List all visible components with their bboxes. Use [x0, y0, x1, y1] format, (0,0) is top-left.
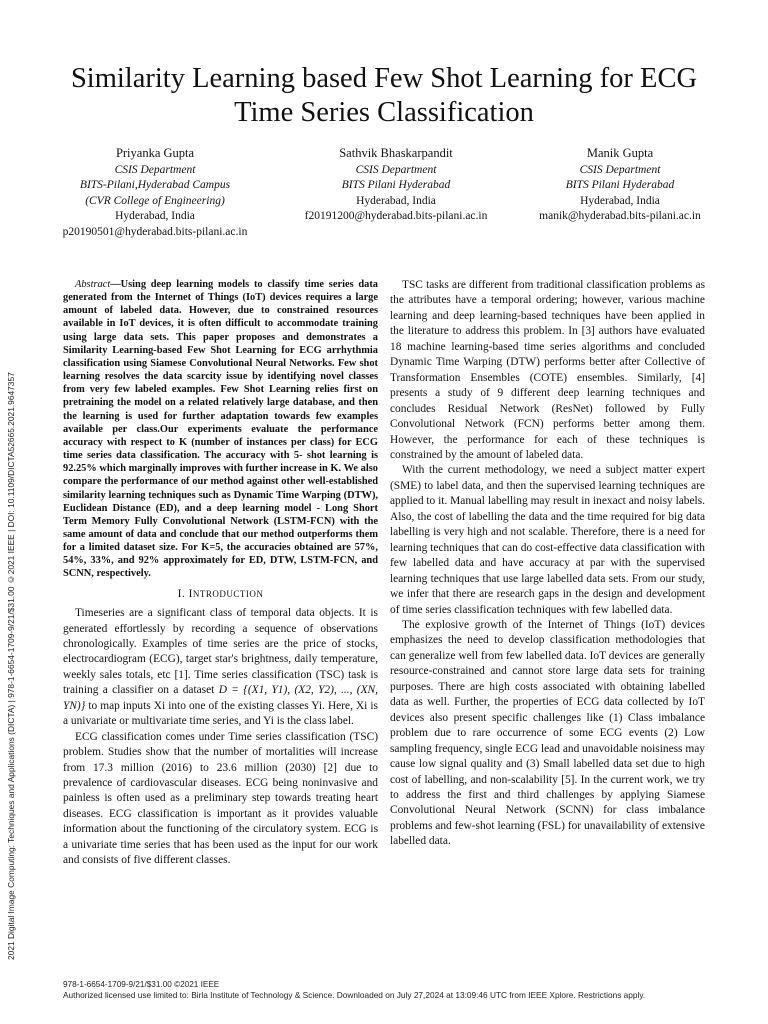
author-dept: CSIS Department — [114, 163, 196, 176]
abstract-text: —Using deep learning models to classify time series data generated from the Internet of Things (IoT) devices requires a large amount of labeled data. However, due to constrained resources available in IoT devices, it is often difficult to accommodate training using large data sets. This paper proposes and demonstrates a Similarity Learning-based Few Shot Learning for ECG arrhythmia classification using Siamese Convolutional Neural Networks. Few shot learning resolves the data scarcity issue by identifying novel classes from very few labeled examples. Few Shot Learning relies first on pretraining the model on a related relatively large database, and then the learning is used for further adaptation towards few examples available per class.Our experiments evaluate the performance accuracy with respect to K (number of instances per class) for ECG time series data classification. The accuracy with 5- shot learning is 92.25% which marginally improves with further increase in K. We also compare the performance of our method against other well-established similarity learning techniques such as Dynamic Time Warping (DTW), Euclidean Distance (ED), and a deep learning model - Long Short Term Memory Fully Convolutional Network (LSTM-FCN) with the same amount of data and conclude that our method outperforms them for a limited dataset size. For K=5, the accuracies obtained are 57%, 54%, 33%, and 92% approximately for ED, DTW, LSTM-FCN, and SCNN, respectively. — [63, 279, 378, 580]
paper-title: Similarity Learning based Few Shot Learning for ECG Time Series Classification — [70, 63, 698, 128]
author-affiliation: BITS Pilani Hyderabad — [341, 179, 451, 191]
author-name: Sathvik Bhaskarpandit — [339, 146, 453, 160]
author-city: Hyderabad, India — [115, 210, 195, 222]
intro-p1-text-a: Timeseries are a significant class of temporal data objects. It is generated effortlessly by recording a sequence of observations chronologically. Examples of time series are the price of stocks, electrocardiogram (ECG), target star's brightness, daily temperature, weekly sales totals, etc [1]. Time series classification (TSC) task is training a classifier on a dataset — [63, 607, 378, 697]
intro-paragraph-2: ECG classification comes under Time series classification (TSC) problem. Studies show that the number of mortalities will increase from 17.3 million (2016) to 23.6 million (2030) [2] due to prevalence of cardiovascular diseases. ECG being noninvasive and painless is often used as a preliminary step towards treating heart diseases. ECG classification is important as it provides valuable information about the functioning of the circulatory system. ECG is a univariate time series that has been used as the input for our work and consists of five different classes. — [63, 730, 378, 867]
author-email: manik@hyderabad.bits-pilani.ac.in — [539, 210, 701, 222]
author-1 — [40, 146, 270, 240]
author-affiliation: BITS Pilani Hyderabad — [565, 179, 675, 191]
author-3 — [510, 146, 730, 225]
left-column — [63, 278, 378, 869]
author-affiliation: BITS-Pilani,Hyderabad Campus — [79, 179, 231, 191]
author-affiliation-secondary: (CVR College of Engineering) — [85, 194, 225, 207]
right-paragraph-2: With the current methodology, we need a subject matter expert (SME) to label data, and then the supervised learning techniques are applied to it. Manual labelling may result in inexact and noisy labels. Also, the cost of labelling the data and the time required for big data labelling is very high and not scalable. Therefore, there is a need for learning techniques that can do cost-effective data classification with few labelled data and have accuracy at par with the supervised learning techniques that use large labelled data sets. From our study, we infer that there are research gaps in the design and development of time series classification techniques with few labelled data. — [390, 464, 705, 616]
footer-copyright-code: 978-1-6654-1709-9/21/$31.00 ©2021 IEEE — [63, 980, 220, 989]
intro-p1-text-b: to map inputs Xi into one of the existing classes Yi. Here, Xi is a univariate or multivariate time series, and Yi is the class label. — [63, 699, 378, 728]
section-initial: I — [188, 587, 193, 600]
section-numeral: I. — [177, 587, 186, 600]
right-column — [390, 278, 705, 850]
right-paragraph-1: TSC tasks are different from traditional classification problems as the attributes have a temporal ordering; however, various machine learning and deep learning-based techniques have been applied in the literature to address this problem. In [3] authors have evaluated 18 machine learning-based time series algorithms and concluded Dynamic Time Warping (DTW) performs better after Collective of Transformation Ensembles (COTE) ensembles. Similarly, [4] presents a study of 9 different deep learning techniques and concludes Residual Network (ResNet) followed by Fully Convolutional Network (FCN) performs better among them. However, the performance for each of these techniques is constrained by the amount of labeled data. — [390, 279, 705, 461]
right-paragraph-3: The explosive growth of the Internet of Things (IoT) devices emphasizes the need to develop classification methodologies that can generalize well from few labelled data. IoT devices are generally resource-constrained and cannot store large data sets for training purposes. There are high costs associated with obtaining labelled data as well. Further, the properties of ECG data collected by IoT devices also present specific challenges like (1) Class imbalance problem due to rare occurrence of some ECG events (2) Low sampling frequency, single ECG lead and unavoidable noisiness may cause low signal quality and (3) Small labelled data set due to high cost of labelling, and non-scalability [5]. In the current work, we try to address the first and third challenges by applying Siamese Convolutional Neural Network (SCNN) for class imbalance problems and few-shot learning (FSL) for unavailability of extensive labelled data. — [390, 618, 705, 848]
author-dept: CSIS Department — [355, 163, 437, 176]
author-email: f20191200@hyderabad.bits-pilani.ac.in — [304, 210, 488, 222]
author-city: Hyderabad, India — [580, 194, 660, 207]
author-city: Hyderabad, India — [356, 194, 436, 207]
abstract-lead: Abstract — [75, 279, 111, 290]
author-email: p20190501@hyderabad.bits-pilani.ac.in — [62, 225, 248, 238]
footer-license-notice: Authorized licensed use limited to: Birla Institute of Technology & Science. Downloaded on July 27,2024 at 13:09:46 UTC from IEEE Xplore. Restrictions apply. — [63, 990, 646, 1000]
dataset-formula: D = {(X1, Y1), (X2, Y2), ..., (XN, YN)} — [63, 684, 378, 712]
section-title-rest: NTRODUCTION — [192, 588, 264, 599]
author-name: Manik Gupta — [586, 146, 654, 160]
section-heading-introduction — [63, 587, 378, 602]
abstract — [63, 278, 378, 581]
intro-paragraph-1 — [63, 606, 378, 730]
author-name: Priyanka Gupta — [115, 146, 195, 160]
doi-sidebar: 2021 Digital Image Computing: Techniques and Applications (DICTA) | 978-1-6654-1709-9/21/$31.00 ©2021 IEEE | DOI: 10.1109/DICTA52665.2021.9647357 — [6, 372, 16, 960]
author-2 — [276, 146, 516, 225]
author-block — [40, 146, 730, 246]
author-dept: CSIS Department — [579, 163, 661, 176]
